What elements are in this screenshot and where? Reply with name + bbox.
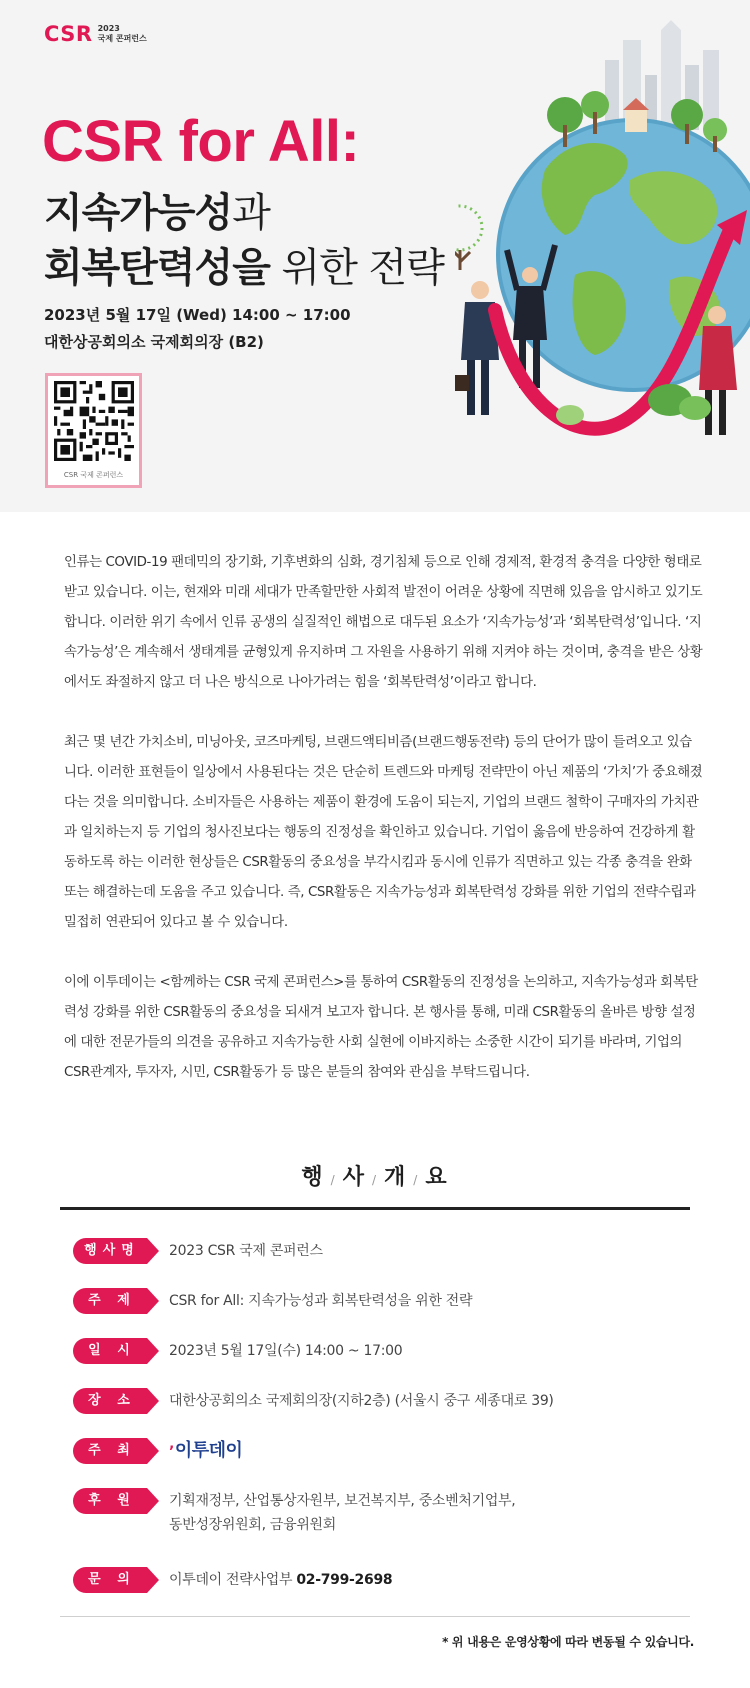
overview-divider: [60, 1207, 690, 1210]
hero-date: 2023년 5월 17일 (Wed) 14:00 ~ 17:00: [44, 306, 351, 324]
footer-divider: [60, 1616, 690, 1617]
row-value: [169, 1488, 515, 1537]
row-label-badge: 장 소: [73, 1388, 147, 1414]
row-label-badge: 주 제: [73, 1288, 147, 1314]
overview-title-char: 사: [342, 1165, 366, 1190]
overview-title-char: 행: [301, 1165, 325, 1190]
subtitle-strategy: 위한 전략: [269, 245, 444, 291]
overview-row-event-name: [73, 1238, 713, 1264]
row-value: 2023년 5월 17일(수) 14:00 ~ 17:00: [169, 1343, 403, 1359]
hero-banner: [0, 0, 750, 512]
row-value: 2023 CSR 국제 콘퍼런스: [169, 1243, 323, 1259]
contact-phone[interactable]: 02-799-2698: [296, 1572, 393, 1588]
row-label-badge: 행사명: [73, 1238, 147, 1264]
host-logo[interactable]: [169, 1438, 242, 1464]
qr-code[interactable]: [45, 373, 142, 488]
subtitle-and: 과: [232, 190, 270, 236]
contact-department: 이투데이 전략사업부: [169, 1572, 293, 1588]
sponsors-line-1: 기획재정부, 산업통상자원부, 보건복지부, 중소벤처기업부,: [169, 1493, 516, 1509]
hero-venue: 대한상공회의소 국제회의장 (B2): [44, 333, 264, 351]
subtitle-resilience: 회복탄력성을: [44, 245, 270, 291]
intro-paragraph-3: 이에 이투데이는 <함께하는 CSR 국제 콘퍼런스>를 통하여 CSR활동의 진정성을 논의하고, 지속가능성과 회복탄력성 강화를 위한 CSR활동의 중요성을 되새겨 보고자 합니다. 본 행사를 통해, 미래 CSR활동의 올바른 방향 설정에 대한 전문가들의 의견을 공유하고 지속가능한 사회 실현에 이바지하는 소중한 시간이 되기를 바라며, 기업의 CSR관계자, 투자자, 시민, CSR활동가 등 많은 분들의 참여와 관심을 부탁드립니다.: [64, 975, 698, 1080]
overview-row-venue: [73, 1388, 713, 1414]
row-value: CSR for All: 지속가능성과 회복탄력성을 위한 전략: [169, 1293, 473, 1309]
overview-row-theme: [73, 1288, 713, 1314]
overview-title: [0, 1160, 750, 1191]
conference-logo[interactable]: [44, 22, 147, 46]
row-value: 대한상공회의소 국제회의장(지하2층) (서울시 중구 세종대로 39): [169, 1393, 554, 1409]
overview-row-contact: [73, 1567, 713, 1593]
row-label-badge: 주 최: [73, 1438, 147, 1464]
qr-caption: CSR 국제 콘퍼런스: [63, 471, 124, 479]
overview-title-char: 개: [384, 1165, 408, 1190]
row-label-badge: 일 시: [73, 1338, 147, 1364]
row-label-badge: 후 원: [73, 1488, 147, 1514]
etoday-logo-mark: ’: [169, 1444, 174, 1460]
qr-code-icon: [54, 381, 134, 461]
logo-sub-text: 국제 콘퍼런스: [97, 34, 147, 43]
logo-subtitle: [98, 24, 147, 44]
logo-main: CSR: [44, 22, 93, 46]
sponsors-line-2: 동반성장위원회, 금융위원회: [169, 1517, 336, 1533]
row-value: [169, 1567, 392, 1592]
globe-illustration: [455, 20, 750, 460]
hero-title: CSR for All:: [42, 109, 360, 174]
logo-year: 2023: [97, 24, 120, 33]
overview-row-sponsors: [73, 1488, 713, 1537]
intro-paragraph-2: 최근 몇 년간 가치소비, 미닝아웃, 코즈마케팅, 브랜드액티비즘(브랜드행동전략) 등의 단어가 많이 들려오고 있습니다. 이러한 표현들이 일상에서 사용된다는 것은 단순히 트렌드와 마케팅 전략만이 아닌 제품의 ‘가치’가 중요해졌다는 것을 의미합니다. 소비자들은 사용하는 제품이 환경에 도움이 되는지, 기업의 브랜드 철학이 구매자의 가치관과 일치하는지 등 기업의 청사진보다는 행동의 진정성을 확인하고 있습니다. 기업이 옳음에 반응하여 건강하게 활동하도록 하는 이러한 현상들은 CSR활동의 중요성을 부각시킴과 동시에 인류가 직면하고 있는 각종 충격을 완화 또는 해결하는데 도움을 주고 있습니다. 즉, CSR활동은 지속가능성과 회복탄력성 강화를 위한 기업의 전략수립과 밀접히 연관되어 있다고 볼 수 있습니다.: [64, 735, 703, 930]
title-separator: /: [371, 1173, 379, 1187]
etoday-logo-text: 이투데이: [174, 1440, 243, 1461]
footnote: * 위 내용은 운영상황에 따라 변동될 수 있습니다.: [442, 1635, 694, 1649]
overview-title-char: 요: [425, 1165, 449, 1190]
title-separator: /: [330, 1173, 337, 1187]
intro-paragraph-1: 인류는 COVID-19 팬데믹의 장기화, 기후변화의 심화, 경기침체 등으로 인해 경제적, 환경적 충격을 다양한 형태로 받고 있습니다. 이는, 현재와 미래 세대가 만족할만한 사회적 발전이 어려운 상황에 직면해 있음을 암시하고 있기도 합니다. 이러한 위기 속에서 인류 공생의 실질적인 해법으로 대두된 요소가 ‘지속가능성’과 ‘회복탄력성’입니다. ‘지속가능성’은 계속해서 생태계를 균형있게 유지하며 그 자원을 사용하기 위해 지켜야 하는 것이며, 충격을 받은 상황에서도 좌절하지 않고 더 나은 방식으로 나아가려는 힘을 ‘회복탄력성’이라고 합니다.: [64, 555, 703, 690]
subtitle-sustainability: 지속가능성: [44, 190, 233, 236]
overview-row-datetime: [73, 1338, 713, 1364]
overview-row-host: [73, 1438, 713, 1464]
intro-text: [64, 548, 704, 1118]
title-separator: /: [413, 1173, 420, 1187]
etoday-logo: [169, 1440, 242, 1461]
row-label-badge: 문 의: [73, 1567, 147, 1593]
hero-subtitle: [44, 186, 444, 296]
